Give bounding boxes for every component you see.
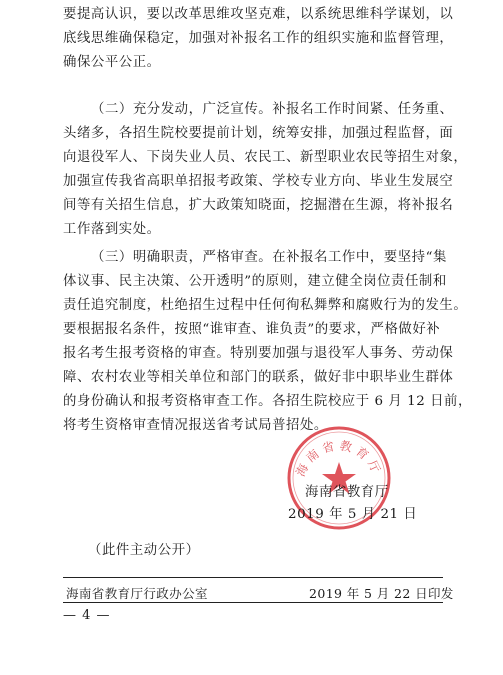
- body-line: 将考生资格审查情况报送省考试局普招处。: [63, 418, 328, 433]
- body-line: 障、农村农业等相关单位和部门的联系，做好非中职毕业生群体: [63, 370, 454, 385]
- body-line: 要根据报名条件，按照“谁审查、谁负责”的要求，严格做好补: [63, 322, 441, 337]
- body-line: 责任追究制度，杜绝招生过程中任何徇私舞弊和腐败行为的发生。: [63, 298, 468, 313]
- body-line: 向退役军人、下岗失业人员、农民工、新型职业农民等招生对象，: [63, 150, 468, 165]
- body-line: 间等有关招生信息，扩大政策知晓面，挖掘潜在生源，将补报名: [63, 198, 454, 213]
- body-line: 体议事、民主决策、公开透明”的原则，建立健全岗位责任制和: [63, 274, 447, 289]
- signature-date: 2019 年 5 月 21 日: [288, 507, 418, 522]
- body-line: 底线思维确保稳定，加强对补报名工作的组织实施和监督管理，: [63, 31, 454, 46]
- footer-bottom-rule: [63, 602, 443, 603]
- page-number: — 4 —: [63, 608, 111, 623]
- signature-org: 海南省教育厅: [305, 485, 389, 500]
- disclosure-note: （此件主动公开）: [88, 543, 200, 558]
- body-line: 报名考生报考资格的审查。特别要加强与退役军人事务、劳动保: [63, 346, 454, 361]
- body-line: 要提高认识，要以改革思维攻坚克难，以系统思维科学谋划，以: [63, 7, 454, 22]
- body-line: 的身份确认和报考资格审查工作。各招生院校应于 6 月 12 日前，: [63, 394, 472, 409]
- footer-print-date: 2019 年 5 月 22 日印发: [309, 586, 454, 601]
- body-line: （三）明确职责，严格审查。在补报名工作中，要坚持“集: [91, 250, 447, 265]
- svg-text:海南省教育厅: 海南省教育厅: [293, 438, 385, 479]
- body-line: 工作落到实处。: [63, 222, 161, 237]
- body-line: 加强宣传我省高职单招报考政策、学校专业方向、毕业生发展空: [63, 174, 454, 189]
- footer-issuer: 海南省教育厅行政办公室: [66, 586, 208, 601]
- body-line: 确保公平公正。: [63, 55, 161, 70]
- body-line: （二）充分发动，广泛宣传。补报名工作时间紧、任务重、: [91, 102, 454, 117]
- footer-top-rule: [63, 577, 443, 578]
- body-line: 头绪多，各招生院校要提前计划，统筹安排，加强过程监督，面: [63, 126, 454, 141]
